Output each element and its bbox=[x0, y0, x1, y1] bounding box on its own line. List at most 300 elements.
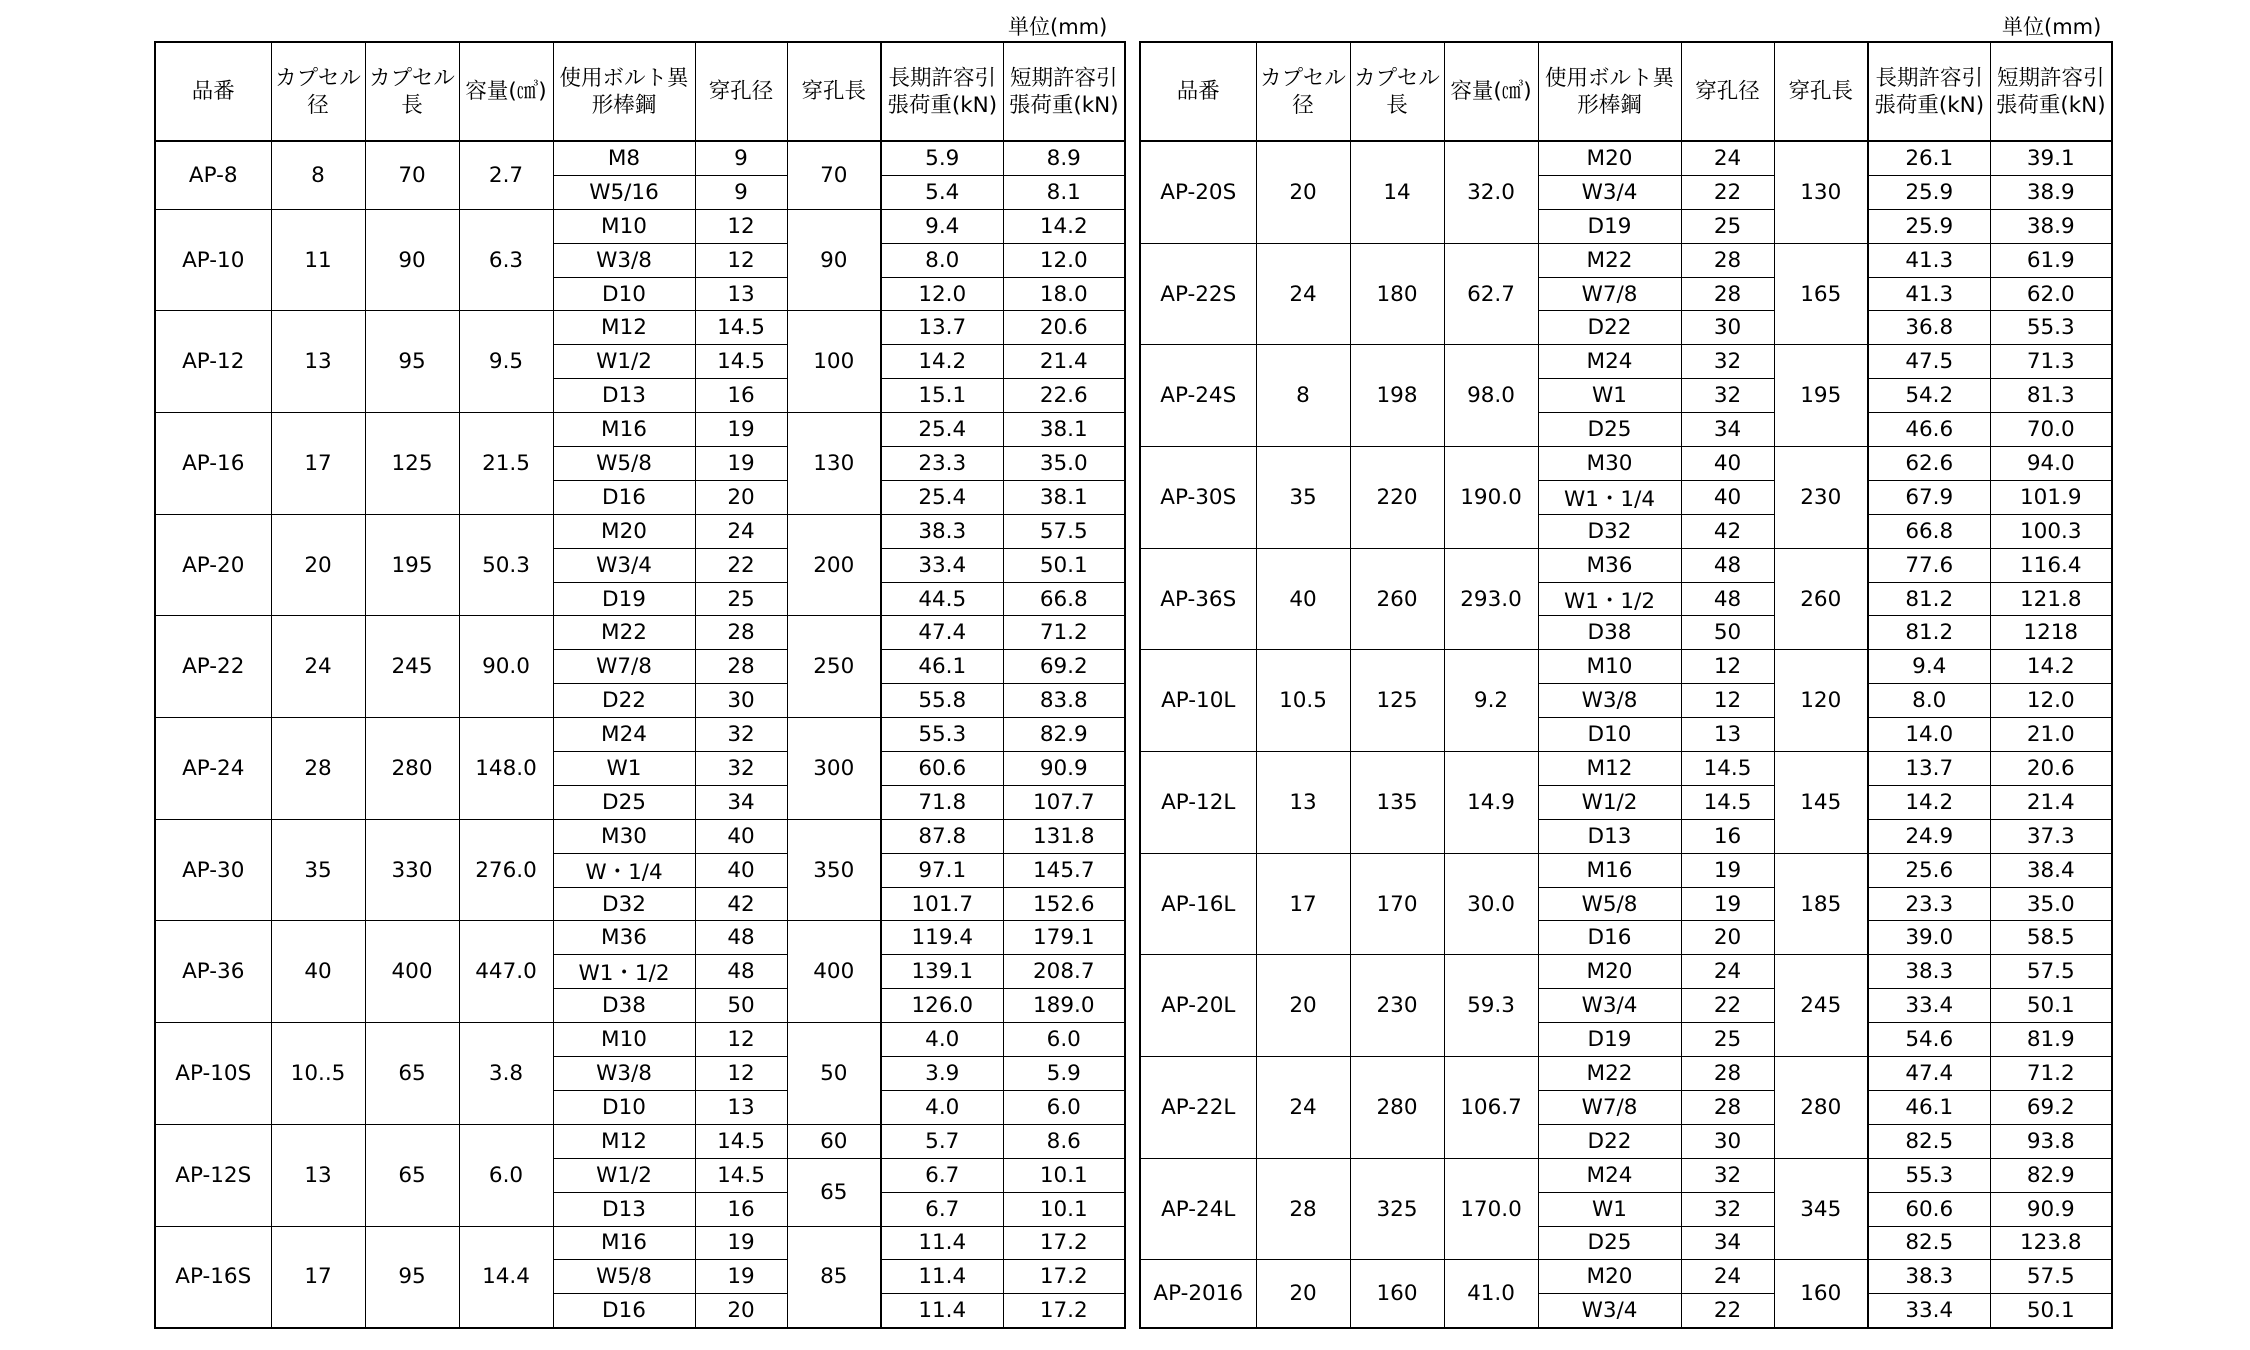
hole-diameter-cell: 24 bbox=[695, 514, 787, 548]
hole-diameter-cell: 30 bbox=[695, 684, 787, 718]
bolt-cell: D13 bbox=[553, 379, 695, 413]
long-term-load-cell: 4.0 bbox=[881, 1023, 1003, 1057]
hole-length-cell: 165 bbox=[1774, 243, 1868, 345]
hole-diameter-cell: 48 bbox=[695, 921, 787, 955]
short-term-load-cell: 107.7 bbox=[1003, 785, 1125, 819]
header-short-term-load: 短期許容引張荷重(kN) bbox=[1990, 42, 2112, 141]
short-term-load-cell: 152.6 bbox=[1003, 887, 1125, 921]
long-term-load-cell: 81.2 bbox=[1868, 582, 1990, 616]
hole-diameter-cell: 14.5 bbox=[695, 311, 787, 345]
long-term-load-cell: 33.4 bbox=[881, 548, 1003, 582]
part-number-cell: AP-12S bbox=[155, 1124, 271, 1226]
short-term-load-cell: 22.6 bbox=[1003, 379, 1125, 413]
short-term-load-cell: 93.8 bbox=[1990, 1124, 2112, 1158]
capsule-diameter-cell: 20 bbox=[1256, 955, 1350, 1057]
capacity-cell: 21.5 bbox=[459, 413, 553, 515]
bolt-cell: M22 bbox=[1538, 243, 1681, 277]
hole-diameter-cell: 14.5 bbox=[1681, 785, 1774, 819]
bolt-cell: W3/4 bbox=[1538, 1294, 1681, 1328]
short-term-load-cell: 62.0 bbox=[1990, 277, 2112, 311]
long-term-load-cell: 77.6 bbox=[1868, 548, 1990, 582]
capsule-length-cell: 125 bbox=[365, 413, 459, 515]
bolt-cell: W1・1/2 bbox=[1538, 582, 1681, 616]
header-bolt: 使用ボルト異形棒鋼 bbox=[553, 42, 695, 141]
short-term-load-cell: 6.0 bbox=[1003, 1023, 1125, 1057]
part-number-cell: AP-22L bbox=[1140, 1057, 1256, 1159]
hole-diameter-cell: 32 bbox=[695, 752, 787, 786]
short-term-load-cell: 38.4 bbox=[1990, 853, 2112, 887]
capsule-length-cell: 220 bbox=[1350, 447, 1444, 549]
hole-diameter-cell: 20 bbox=[1681, 921, 1774, 955]
long-term-load-cell: 62.6 bbox=[1868, 447, 1990, 481]
bolt-cell: M12 bbox=[553, 311, 695, 345]
short-term-load-cell: 38.9 bbox=[1990, 175, 2112, 209]
bolt-cell: D13 bbox=[1538, 819, 1681, 853]
hole-diameter-cell: 25 bbox=[695, 582, 787, 616]
header-capsule-len: カプセル長 bbox=[365, 42, 459, 141]
long-term-load-cell: 38.3 bbox=[881, 514, 1003, 548]
long-term-load-cell: 14.0 bbox=[1868, 718, 1990, 752]
hole-length-cell: 160 bbox=[1774, 1260, 1868, 1328]
long-term-load-cell: 12.0 bbox=[881, 277, 1003, 311]
hole-length-cell: 250 bbox=[787, 616, 881, 718]
unit-label-right: 単位(mm) bbox=[2002, 15, 2102, 39]
bolt-cell: W5/8 bbox=[553, 447, 695, 481]
capacity-cell: 293.0 bbox=[1444, 548, 1538, 650]
part-number-cell: AP-36 bbox=[155, 921, 271, 1023]
bolt-cell: M10 bbox=[1538, 650, 1681, 684]
long-term-load-cell: 39.0 bbox=[1868, 921, 1990, 955]
bolt-cell: D25 bbox=[1538, 413, 1681, 447]
capsule-diameter-cell: 28 bbox=[1256, 1158, 1350, 1260]
short-term-load-cell: 1218 bbox=[1990, 616, 2112, 650]
hole-diameter-cell: 12 bbox=[695, 1057, 787, 1091]
part-number-cell: AP-20S bbox=[1140, 141, 1256, 243]
table-row bbox=[155, 1226, 1125, 1260]
short-term-load-cell: 20.6 bbox=[1003, 311, 1125, 345]
hole-diameter-cell: 9 bbox=[695, 175, 787, 209]
hole-diameter-cell: 19 bbox=[695, 413, 787, 447]
hole-length-cell: 145 bbox=[1774, 752, 1868, 854]
short-term-load-cell: 21.4 bbox=[1990, 785, 2112, 819]
part-number-cell: AP-12 bbox=[155, 311, 271, 413]
short-term-load-cell: 38.9 bbox=[1990, 209, 2112, 243]
long-term-load-cell: 55.3 bbox=[1868, 1158, 1990, 1192]
short-term-load-cell: 14.2 bbox=[1003, 209, 1125, 243]
short-term-load-cell: 17.2 bbox=[1003, 1260, 1125, 1294]
bolt-cell: D10 bbox=[553, 1090, 695, 1124]
bolt-cell: W1/2 bbox=[1538, 785, 1681, 819]
hole-length-cell: 195 bbox=[1774, 345, 1868, 447]
bolt-cell: W1 bbox=[1538, 1192, 1681, 1226]
bolt-cell: W3/4 bbox=[553, 548, 695, 582]
hole-diameter-cell: 19 bbox=[695, 1226, 787, 1260]
long-term-load-cell: 47.4 bbox=[1868, 1057, 1990, 1091]
short-term-load-cell: 90.9 bbox=[1990, 1192, 2112, 1226]
bolt-cell: W・1/4 bbox=[553, 853, 695, 887]
short-term-load-cell: 81.3 bbox=[1990, 379, 2112, 413]
short-term-load-cell: 71.3 bbox=[1990, 345, 2112, 379]
part-number-cell: AP-10 bbox=[155, 209, 271, 311]
long-term-load-cell: 55.3 bbox=[881, 718, 1003, 752]
capsule-diameter-cell: 17 bbox=[271, 1226, 365, 1328]
header-part-no: 品番 bbox=[155, 42, 271, 141]
short-term-load-cell: 12.0 bbox=[1003, 243, 1125, 277]
bolt-cell: M20 bbox=[1538, 141, 1681, 175]
long-term-load-cell: 6.7 bbox=[881, 1158, 1003, 1192]
bolt-cell: M16 bbox=[553, 1226, 695, 1260]
capsule-diameter-cell: 35 bbox=[1256, 447, 1350, 549]
bolt-cell: M16 bbox=[553, 413, 695, 447]
capsule-diameter-cell: 13 bbox=[271, 311, 365, 413]
short-term-load-cell: 82.9 bbox=[1003, 718, 1125, 752]
hole-diameter-cell: 34 bbox=[1681, 413, 1774, 447]
capacity-cell: 32.0 bbox=[1444, 141, 1538, 243]
short-term-load-cell: 55.3 bbox=[1990, 311, 2112, 345]
capacity-cell: 190.0 bbox=[1444, 447, 1538, 549]
long-term-load-cell: 54.2 bbox=[1868, 379, 1990, 413]
capsule-diameter-cell: 28 bbox=[271, 718, 365, 820]
header-capsule-len: カプセル長 bbox=[1350, 42, 1444, 141]
table-row bbox=[1140, 1158, 2112, 1192]
long-term-load-cell: 25.9 bbox=[1868, 175, 1990, 209]
bolt-cell: D25 bbox=[1538, 1226, 1681, 1260]
short-term-load-cell: 66.8 bbox=[1003, 582, 1125, 616]
short-term-load-cell: 21.0 bbox=[1990, 718, 2112, 752]
bolt-cell: D38 bbox=[1538, 616, 1681, 650]
bolt-cell: W3/8 bbox=[553, 243, 695, 277]
short-term-load-cell: 179.1 bbox=[1003, 921, 1125, 955]
hole-diameter-cell: 13 bbox=[1681, 718, 1774, 752]
long-term-load-cell: 60.6 bbox=[1868, 1192, 1990, 1226]
hole-diameter-cell: 20 bbox=[695, 1294, 787, 1328]
short-term-load-cell: 57.5 bbox=[1003, 514, 1125, 548]
short-term-load-cell: 57.5 bbox=[1990, 1260, 2112, 1294]
header-row bbox=[155, 42, 1125, 141]
table-row bbox=[155, 1023, 1125, 1057]
bolt-cell: D19 bbox=[1538, 1023, 1681, 1057]
short-term-load-cell: 5.9 bbox=[1003, 1057, 1125, 1091]
capsule-diameter-cell: 10..5 bbox=[271, 1023, 365, 1125]
hole-diameter-cell: 28 bbox=[695, 650, 787, 684]
bolt-cell: W5/8 bbox=[553, 1260, 695, 1294]
short-term-load-cell: 145.7 bbox=[1003, 853, 1125, 887]
bolt-cell: M12 bbox=[1538, 752, 1681, 786]
part-number-cell: AP-30S bbox=[1140, 447, 1256, 549]
hole-diameter-cell: 28 bbox=[1681, 243, 1774, 277]
table-row bbox=[155, 819, 1125, 853]
short-term-load-cell: 70.0 bbox=[1990, 413, 2112, 447]
bolt-cell: D19 bbox=[1538, 209, 1681, 243]
long-term-load-cell: 11.4 bbox=[881, 1260, 1003, 1294]
long-term-load-cell: 11.4 bbox=[881, 1226, 1003, 1260]
long-term-load-cell: 55.8 bbox=[881, 684, 1003, 718]
header-part-no: 品番 bbox=[1140, 42, 1256, 141]
hole-length-cell: 245 bbox=[1774, 955, 1868, 1057]
long-term-load-cell: 47.4 bbox=[881, 616, 1003, 650]
bolt-cell: D16 bbox=[553, 1294, 695, 1328]
bolt-cell: D16 bbox=[1538, 921, 1681, 955]
capacity-cell: 276.0 bbox=[459, 819, 553, 921]
long-term-load-cell: 47.5 bbox=[1868, 345, 1990, 379]
long-term-load-cell: 13.7 bbox=[881, 311, 1003, 345]
table-row bbox=[155, 413, 1125, 447]
capsule-diameter-cell: 20 bbox=[271, 514, 365, 616]
bolt-cell: D22 bbox=[1538, 311, 1681, 345]
long-term-load-cell: 25.4 bbox=[881, 480, 1003, 514]
capsule-diameter-cell: 8 bbox=[1256, 345, 1350, 447]
header-capacity: 容量(㎤) bbox=[459, 42, 553, 141]
hole-length-cell: 400 bbox=[787, 921, 881, 1023]
hole-diameter-cell: 19 bbox=[1681, 887, 1774, 921]
short-term-load-cell: 35.0 bbox=[1003, 447, 1125, 481]
capsule-length-cell: 260 bbox=[1350, 548, 1444, 650]
capacity-cell: 6.3 bbox=[459, 209, 553, 311]
capsule-length-cell: 180 bbox=[1350, 243, 1444, 345]
header-hole-dia: 穿孔径 bbox=[1681, 42, 1774, 141]
bolt-cell: M24 bbox=[1538, 1158, 1681, 1192]
long-term-load-cell: 5.4 bbox=[881, 175, 1003, 209]
hole-diameter-cell: 12 bbox=[695, 209, 787, 243]
capacity-cell: 9.5 bbox=[459, 311, 553, 413]
hole-diameter-cell: 22 bbox=[1681, 989, 1774, 1023]
hole-length-cell: 60 bbox=[787, 1124, 881, 1158]
hole-diameter-cell: 24 bbox=[1681, 1260, 1774, 1294]
capacity-cell: 41.0 bbox=[1444, 1260, 1538, 1328]
long-term-load-cell: 11.4 bbox=[881, 1294, 1003, 1328]
spec-table-left bbox=[154, 41, 1126, 1329]
hole-diameter-cell: 40 bbox=[1681, 447, 1774, 481]
hole-diameter-cell: 22 bbox=[1681, 175, 1774, 209]
bolt-cell: M20 bbox=[1538, 1260, 1681, 1294]
capsule-diameter-cell: 17 bbox=[1256, 853, 1350, 955]
table-row bbox=[1140, 1260, 2112, 1294]
bolt-cell: W1・1/4 bbox=[1538, 480, 1681, 514]
capsule-length-cell: 280 bbox=[1350, 1057, 1444, 1159]
short-term-load-cell: 50.1 bbox=[1990, 1294, 2112, 1328]
header-capacity: 容量(㎤) bbox=[1444, 42, 1538, 141]
long-term-load-cell: 119.4 bbox=[881, 921, 1003, 955]
hole-length-cell: 130 bbox=[1774, 141, 1868, 243]
capsule-length-cell: 65 bbox=[365, 1124, 459, 1226]
long-term-load-cell: 8.0 bbox=[881, 243, 1003, 277]
capacity-cell: 14.4 bbox=[459, 1226, 553, 1328]
hole-diameter-cell: 16 bbox=[695, 379, 787, 413]
long-term-load-cell: 126.0 bbox=[881, 989, 1003, 1023]
long-term-load-cell: 87.8 bbox=[881, 819, 1003, 853]
hole-diameter-cell: 24 bbox=[1681, 141, 1774, 175]
short-term-load-cell: 37.3 bbox=[1990, 819, 2112, 853]
bolt-cell: M10 bbox=[553, 1023, 695, 1057]
capsule-diameter-cell: 24 bbox=[271, 616, 365, 718]
bolt-cell: W3/4 bbox=[1538, 989, 1681, 1023]
header-hole-dia: 穿孔径 bbox=[695, 42, 787, 141]
capsule-diameter-cell: 8 bbox=[271, 141, 365, 209]
long-term-load-cell: 44.5 bbox=[881, 582, 1003, 616]
bolt-cell: W1/2 bbox=[553, 345, 695, 379]
header-long-term-load: 長期許容引張荷重(kN) bbox=[881, 42, 1003, 141]
short-term-load-cell: 50.1 bbox=[1990, 989, 2112, 1023]
hole-diameter-cell: 16 bbox=[695, 1192, 787, 1226]
hole-diameter-cell: 50 bbox=[695, 989, 787, 1023]
table-row bbox=[155, 1124, 1125, 1158]
bolt-cell: M30 bbox=[553, 819, 695, 853]
long-term-load-cell: 9.4 bbox=[881, 209, 1003, 243]
hole-diameter-cell: 22 bbox=[1681, 1294, 1774, 1328]
hole-diameter-cell: 30 bbox=[1681, 1124, 1774, 1158]
capacity-cell: 9.2 bbox=[1444, 650, 1538, 752]
long-term-load-cell: 13.7 bbox=[1868, 752, 1990, 786]
capsule-length-cell: 90 bbox=[365, 209, 459, 311]
part-number-cell: AP-12L bbox=[1140, 752, 1256, 854]
hole-length-cell: 200 bbox=[787, 514, 881, 616]
hole-length-cell: 345 bbox=[1774, 1158, 1868, 1260]
hole-diameter-cell: 12 bbox=[1681, 650, 1774, 684]
short-term-load-cell: 69.2 bbox=[1003, 650, 1125, 684]
hole-length-cell: 185 bbox=[1774, 853, 1868, 955]
bolt-cell: D16 bbox=[553, 480, 695, 514]
short-term-load-cell: 90.9 bbox=[1003, 752, 1125, 786]
table-row bbox=[1140, 650, 2112, 684]
hole-diameter-cell: 32 bbox=[695, 718, 787, 752]
short-term-load-cell: 8.1 bbox=[1003, 175, 1125, 209]
short-term-load-cell: 61.9 bbox=[1990, 243, 2112, 277]
bolt-cell: D32 bbox=[553, 887, 695, 921]
capsule-diameter-cell: 40 bbox=[271, 921, 365, 1023]
short-term-load-cell: 69.2 bbox=[1990, 1090, 2112, 1124]
hole-length-cell: 300 bbox=[787, 718, 881, 820]
long-term-load-cell: 41.3 bbox=[1868, 277, 1990, 311]
hole-diameter-cell: 32 bbox=[1681, 1158, 1774, 1192]
short-term-load-cell: 21.4 bbox=[1003, 345, 1125, 379]
hole-diameter-cell: 50 bbox=[1681, 616, 1774, 650]
long-term-load-cell: 101.7 bbox=[881, 887, 1003, 921]
hole-diameter-cell: 14.5 bbox=[695, 1124, 787, 1158]
bolt-cell: D22 bbox=[1538, 1124, 1681, 1158]
hole-diameter-cell: 19 bbox=[695, 1260, 787, 1294]
capacity-cell: 50.3 bbox=[459, 514, 553, 616]
capsule-length-cell: 14 bbox=[1350, 141, 1444, 243]
long-term-load-cell: 26.1 bbox=[1868, 141, 1990, 175]
long-term-load-cell: 33.4 bbox=[1868, 1294, 1990, 1328]
capsule-length-cell: 135 bbox=[1350, 752, 1444, 854]
header-hole-len: 穿孔長 bbox=[787, 42, 881, 141]
header-capsule-dia: カプセル径 bbox=[1256, 42, 1350, 141]
hole-diameter-cell: 28 bbox=[695, 616, 787, 650]
short-term-load-cell: 38.1 bbox=[1003, 413, 1125, 447]
bolt-cell: M12 bbox=[553, 1124, 695, 1158]
bolt-cell: D13 bbox=[553, 1192, 695, 1226]
short-term-load-cell: 8.6 bbox=[1003, 1124, 1125, 1158]
capsule-length-cell: 195 bbox=[365, 514, 459, 616]
short-term-load-cell: 83.8 bbox=[1003, 684, 1125, 718]
capsule-diameter-cell: 10.5 bbox=[1256, 650, 1350, 752]
long-term-load-cell: 23.3 bbox=[1868, 887, 1990, 921]
hole-diameter-cell: 25 bbox=[1681, 209, 1774, 243]
short-term-load-cell: 101.9 bbox=[1990, 480, 2112, 514]
long-term-load-cell: 6.7 bbox=[881, 1192, 1003, 1226]
bolt-cell: D10 bbox=[1538, 718, 1681, 752]
capacity-cell: 3.8 bbox=[459, 1023, 553, 1125]
capsule-length-cell: 400 bbox=[365, 921, 459, 1023]
long-term-load-cell: 33.4 bbox=[1868, 989, 1990, 1023]
table-body-left bbox=[155, 141, 1125, 1328]
hole-diameter-cell: 32 bbox=[1681, 345, 1774, 379]
bolt-cell: D22 bbox=[553, 684, 695, 718]
capacity-cell: 98.0 bbox=[1444, 345, 1538, 447]
short-term-load-cell: 131.8 bbox=[1003, 819, 1125, 853]
bolt-cell: W5/8 bbox=[1538, 887, 1681, 921]
long-term-load-cell: 97.1 bbox=[881, 853, 1003, 887]
hole-diameter-cell: 40 bbox=[1681, 480, 1774, 514]
bolt-cell: W7/8 bbox=[1538, 1090, 1681, 1124]
short-term-load-cell: 123.8 bbox=[1990, 1226, 2112, 1260]
long-term-load-cell: 60.6 bbox=[881, 752, 1003, 786]
table-row bbox=[155, 718, 1125, 752]
table-row bbox=[1140, 853, 2112, 887]
part-number-cell: AP-20L bbox=[1140, 955, 1256, 1057]
hole-length-cell: 280 bbox=[1774, 1057, 1868, 1159]
part-number-cell: AP-10L bbox=[1140, 650, 1256, 752]
header-bolt: 使用ボルト異形棒鋼 bbox=[1538, 42, 1681, 141]
capsule-diameter-cell: 20 bbox=[1256, 1260, 1350, 1328]
long-term-load-cell: 82.5 bbox=[1868, 1124, 1990, 1158]
table-row bbox=[1140, 955, 2112, 989]
hole-diameter-cell: 25 bbox=[1681, 1023, 1774, 1057]
hole-diameter-cell: 48 bbox=[1681, 548, 1774, 582]
bolt-cell: W5/16 bbox=[553, 175, 695, 209]
hole-length-cell: 350 bbox=[787, 819, 881, 921]
hole-diameter-cell: 48 bbox=[1681, 582, 1774, 616]
capacity-cell: 14.9 bbox=[1444, 752, 1538, 854]
part-number-cell: AP-24L bbox=[1140, 1158, 1256, 1260]
hole-diameter-cell: 34 bbox=[695, 785, 787, 819]
bolt-cell: M20 bbox=[1538, 955, 1681, 989]
table-row bbox=[1140, 447, 2112, 481]
hole-diameter-cell: 48 bbox=[695, 955, 787, 989]
capsule-length-cell: 95 bbox=[365, 1226, 459, 1328]
long-term-load-cell: 24.9 bbox=[1868, 819, 1990, 853]
short-term-load-cell: 71.2 bbox=[1003, 616, 1125, 650]
hole-diameter-cell: 34 bbox=[1681, 1226, 1774, 1260]
bolt-cell: M36 bbox=[1538, 548, 1681, 582]
part-number-cell: AP-10S bbox=[155, 1023, 271, 1125]
long-term-load-cell: 23.3 bbox=[881, 447, 1003, 481]
long-term-load-cell: 46.1 bbox=[1868, 1090, 1990, 1124]
long-term-load-cell: 54.6 bbox=[1868, 1023, 1990, 1057]
hole-diameter-cell: 28 bbox=[1681, 1057, 1774, 1091]
short-term-load-cell: 50.1 bbox=[1003, 548, 1125, 582]
part-number-cell: AP-30 bbox=[155, 819, 271, 921]
short-term-load-cell: 71.2 bbox=[1990, 1057, 2112, 1091]
capsule-length-cell: 125 bbox=[1350, 650, 1444, 752]
part-number-cell: AP-22 bbox=[155, 616, 271, 718]
capacity-cell: 62.7 bbox=[1444, 243, 1538, 345]
hole-diameter-cell: 12 bbox=[695, 1023, 787, 1057]
bolt-cell: W3/4 bbox=[1538, 175, 1681, 209]
part-number-cell: AP-22S bbox=[1140, 243, 1256, 345]
long-term-load-cell: 14.2 bbox=[1868, 785, 1990, 819]
hole-length-cell: 85 bbox=[787, 1226, 881, 1328]
capacity-cell: 6.0 bbox=[459, 1124, 553, 1226]
capacity-cell: 30.0 bbox=[1444, 853, 1538, 955]
hole-length-cell: 50 bbox=[787, 1023, 881, 1125]
long-term-load-cell: 25.4 bbox=[881, 413, 1003, 447]
long-term-load-cell: 46.1 bbox=[881, 650, 1003, 684]
part-number-cell: AP-16 bbox=[155, 413, 271, 515]
bolt-cell: D32 bbox=[1538, 514, 1681, 548]
hole-diameter-cell: 42 bbox=[1681, 514, 1774, 548]
